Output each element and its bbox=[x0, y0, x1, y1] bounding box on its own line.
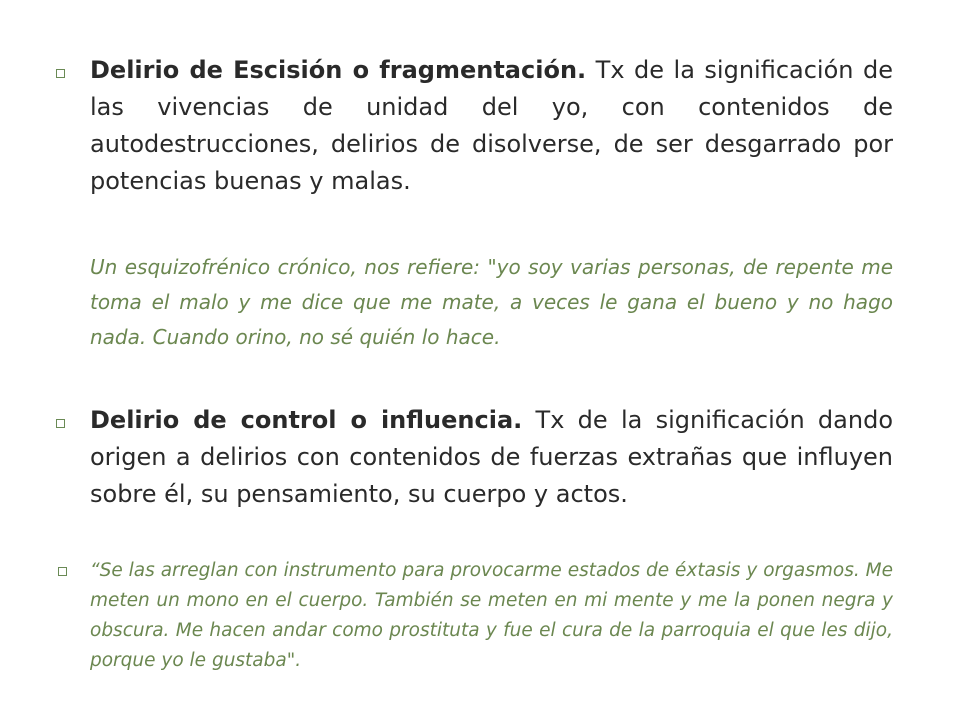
hollow-square-bullet-icon bbox=[56, 69, 65, 78]
patient-quote-escision: Un esquizofrénico crónico, nos refiere: "yo soy varias personas, de repente me toma el malo y me dice que me mate, a veces le gana el bueno y no hago nada. Cuando orino, no sé quién lo hace. bbox=[90, 255, 893, 349]
bullet-heading: Delirio de Escisión o fragmentación. bbox=[90, 56, 587, 84]
bullet-heading: Delirio de control o influencia. bbox=[90, 406, 523, 434]
bullet-body: Tx de la significación de las vivencias de unidad del yo, con contenidos de autodestrucciones, delirios de disolverse, de ser desgarrado por potencias buenas y malas. bbox=[90, 56, 894, 195]
hollow-square-bullet-icon bbox=[58, 567, 67, 576]
patient-quote-control: “Se las arreglan con instrumento para provocarme estados de éxtasis y orgasmos. Me meten un mono en el cuerpo. También se meten en mi mente y me la ponen negra y obscura. Me hacen andar como prostituta y fue el cura de la parroquia el que les dijo, porque yo le gustaba". bbox=[90, 560, 893, 671]
hollow-square-bullet-icon bbox=[56, 419, 65, 428]
bullet-paragraph-control bbox=[90, 402, 893, 513]
bullet-paragraph-escision bbox=[90, 52, 893, 200]
bullet-body: Tx de la significación dando origen a delirios con contenidos de fuerzas extrañas que influyen sobre él, su pensamiento, su cuerpo y actos. bbox=[90, 406, 893, 508]
